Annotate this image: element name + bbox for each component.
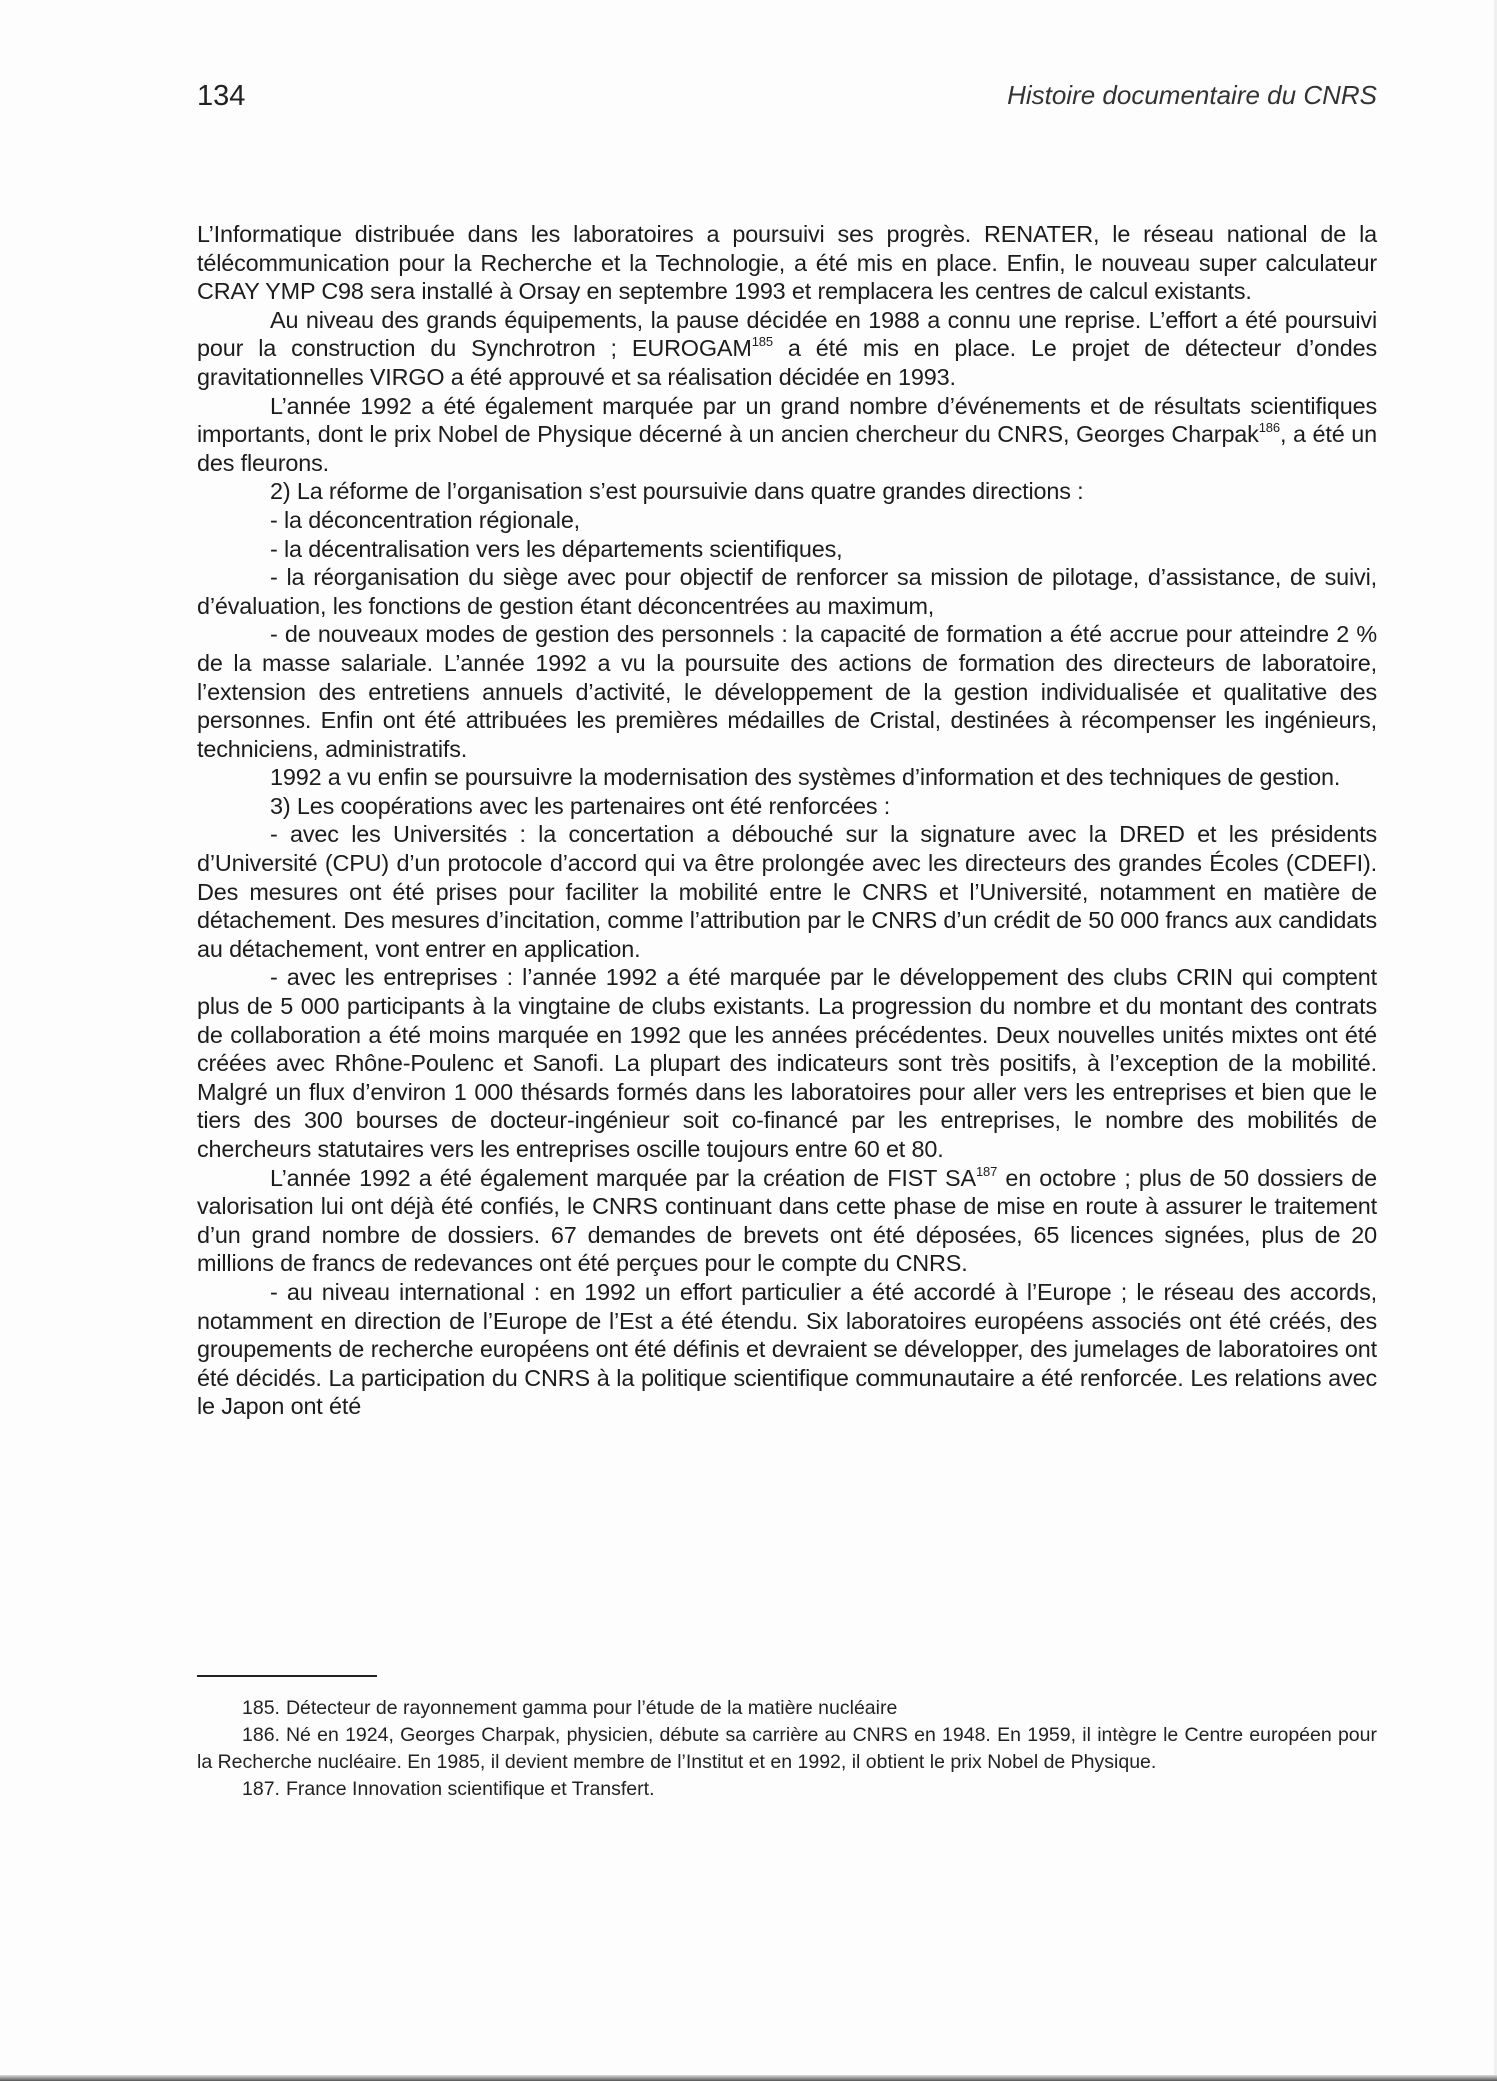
page-header (197, 80, 1377, 120)
list-item-reorganisation: - la réorganisation du siège avec pour objectif de renforcer sa mission de pilotage, d’assistance, de suivi, d’évaluation, les fonctions de gestion étant déconcentrées au maximum, (197, 564, 1377, 619)
footnotes (197, 1695, 1377, 1803)
list-item-entreprises: - avec les entreprises : l’année 1992 a été marquée par le développement des clubs CRIN qui comptent plus de 5 000 participants à la vingtaine de clubs existants. La progression du nombre et du montant des contrats de collaboration a été moins marquée en 1992 que les années précédentes. Deux nouvelles unités mixtes ont été créées avec Rhône-Poulenc et Sanofi. La plupart des indicateurs sont très positifs, à l’exception de la mobilité. Malgré un flux d’environ 1 000 thésards formés dans les laboratoires pour aller vers les entreprises et bien que le tiers des 300 bourses de docteur-ingénieur soit co-financé par les entreprises, le nombre des mobilités de chercheurs statutaires vers les entreprises oscille toujours entre 60 et 80. (197, 964, 1377, 1162)
body-text (197, 220, 1377, 1421)
list-item-decentralisation: - la décentralisation vers les départements scientifiques, (270, 535, 843, 562)
list-item-gestion-personnels: - de nouveaux modes de gestion des personnels : la capacité de formation a été accrue pour atteindre 2 % de la masse salariale. L’année 1992 a vu la poursuite des actions de formation des directeurs de laboratoire, l’extension des entretiens annuels d’activité, le développement de la gestion individualisée et qualitative des personnes. Enfin ont été attribuées les premières médailles de Cristal, destinées à récompenser les ingénieurs, techniciens, administratifs. (197, 621, 1377, 762)
paragraph-reforme: 2) La réforme de l’organisation s’est poursuivie dans quatre grandes directions : (270, 478, 1084, 505)
footnote-divider (197, 1675, 377, 1677)
paragraph-modernisation: 1992 a vu enfin se poursuivre la modernisation des systèmes d’information et des techniques de gestion. (270, 764, 1341, 791)
footnote-ref-185: 185 (751, 334, 773, 350)
paragraph-fist-sa: L’année 1992 a été également marquée par la création de FIST SA$^{187}$ en octobre ; plus de 50 dossiers de valorisation lui ont déjà été confiés, le CNRS continuant dans cette phase de mise en route à assurer le traitement d’un grand nombre de dossiers. 67 demandes de brevets ont été déposées, 65 licences signées, plus de 20 millions de francs de redevances ont été perçues pour le compte du CNRS. (197, 1163, 1378, 1277)
footnote-187: 187. France Innovation scientifique et Transfert. (242, 1778, 655, 1800)
paragraph-annee-1992: L’année 1992 a été également marquée par un grand nombre d’événements et de résultats scientifiques importants, dont le prix Nobel de Physique décerné à un ancien chercheur du CNRS, Georges Charpak$^{186}$, a été un des fleurons. (197, 392, 1377, 476)
scan-bottom-edge (0, 2075, 1497, 2081)
running-title: Histoire documentaire du CNRS (1007, 80, 1377, 110)
paragraph-grands-equipements: Au niveau des grands équipements, la pause décidée en 1988 a connu une reprise. L’effort a été poursuivi pour la construction du Synchrotron ; EUROGAM$^{185}$ a été mis en place. Le projet de détecteur d’ondes gravitationnelles VIRGO a été approuvé et sa réalisation décidée en 1993. (197, 306, 1377, 390)
footnote-ref-187: 187 (975, 1163, 998, 1179)
list-item-international: - au niveau international : en 1992 un effort particulier a été accordé à l’Europe ; le réseau des accords, notamment en direction de l’Europe de l’Est a été étendu. Six laboratoires européens associés ont été créés, des groupements de recherche européens ont été définis et devraient se développer, des jumelages de laboratoires ont été décidés. La participation du CNRS à la politique scientifique communautaire a été renforcée. Les relations avec le Japon ont été (197, 1278, 1377, 1420)
page-number: 134 (197, 80, 246, 112)
paragraph-cooperations: 3) Les coopérations avec les partenaires ont été renforcées : (270, 792, 891, 819)
list-item-universites: - avec les Universités : la concertation a débouché sur la signature avec la DRED et les présidents d’Université (CPU) d’un protocole d’accord qui va être prolongée avec les directeurs des grandes Écoles (CDEFI). Des mesures ont été prises pour faciliter la mobilité entre le CNRS et l’Université, notamment en matière de détachement. Des mesures d’incitation, comme l’attribution par le CNRS d’un crédit de 50 000 francs aux candidats au détachement, vont entrer en application. (197, 821, 1377, 962)
footnote-185: 185. Détecteur de rayonnement gamma pour l’étude de la matière nucléaire (242, 1697, 898, 1719)
paragraph-informatique: L’Informatique distribuée dans les laboratoires a poursuivi ses progrès. RENATER, le réseau national de la télécommunication pour la Recherche et la Technologie, a été mis en place. Enfin, le nouveau super calculateur CRAY YMP C98 sera installé à Orsay en septembre 1993 et remplacera les centres de calcul existants. (197, 221, 1377, 305)
footnote-ref-186: 186 (1258, 420, 1280, 436)
footnote-186: 186. Né en 1924, Georges Charpak, physicien, débute sa carrière au CNRS en 1948. En 1959, il intègre le Centre européen pour la Recherche nucléaire. En 1985, il devient membre de l’Institut et en 1992, il obtient le prix Nobel de Physique. (197, 1724, 1377, 1773)
list-item-deconcentration: - la déconcentration régionale, (270, 506, 581, 533)
